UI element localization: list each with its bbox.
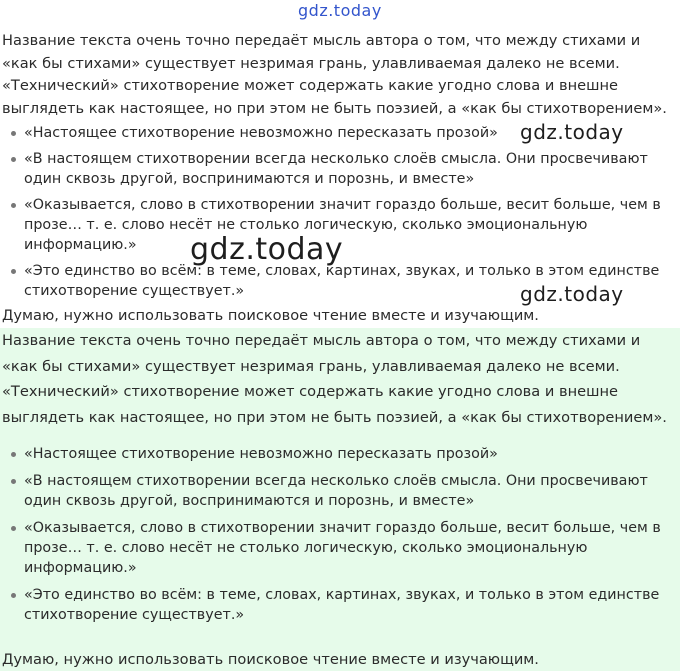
paragraph-line: выглядеть как настоящее, но при этом не быть поэзией, а «как бы стихотворением». [2,99,667,117]
bullet-icon [11,593,16,598]
intro-paragraph [2,328,678,430]
bullet-icon [11,452,16,457]
paragraph-line: бы стихами» существует незримая грань, улавливаемая далеко не всеми. [42,54,620,72]
paragraph-line: «Технический» стихотворение может содержать какие угодно слова и внешне [2,77,618,94]
quotes-list [0,444,680,632]
closing-paragraph: Думаю, нужно использовать поисковое чтение вместе и изучающим. [2,651,539,668]
paragraph-line: выглядеть как настоящее, но при этом не быть поэзией, а «как бы стихотворением». [2,408,667,426]
intro-paragraph [2,30,678,118]
bullet-icon [11,131,16,136]
answer-block-plain [0,30,680,328]
paragraph-line: Название текста очень точно передаёт мысль автора о том, что между стихами и «как [2,32,641,72]
paragraph-line: бы стихами» существует незримая грань, улавливаемая далеко не всеми. [42,357,620,375]
list-item: «Настоящее стихотворение невозможно пересказать прозой» [0,444,664,464]
quotes-list [0,123,680,307]
list-item: «В настоящем стихотворении всегда несколько слоёв смысла. Они просвечивают один сквозь другой, воспринимаются и порознь, и вместе» [0,149,664,189]
list-item: «Оказывается, слово в стихотворении значит гораздо больше, весит больше, чем в прозе… т. е. слово несёт не столько логическую, сколько эмоциональную информацию.» [0,518,664,578]
list-item: «Оказывается, слово в стихотворении значит гораздо больше, весит больше, чем в прозе… т. е. слово несёт не столько логическую, сколько эмоциональную информацию.» [0,195,664,255]
bullet-icon [11,479,16,484]
bullet-icon [11,157,16,162]
watermark: gdz.today [520,120,624,144]
list-item: «Настоящее стихотворение невозможно пересказать прозой» [0,123,664,143]
closing-paragraph: Думаю, нужно использовать поисковое чтение вместе и изучающим. [2,307,539,324]
list-item: «В настоящем стихотворении всегда несколько слоёв смысла. Они просвечивают один сквозь другой, воспринимаются и порознь, и вместе» [0,471,664,511]
list-item: «Это единство во всём: в теме, словах, картинах, звуках, и только в этом единстве стихотворение существует.» [0,585,664,625]
bullet-icon [11,203,16,208]
list-item: «Это единство во всём: в теме, словах, картинах, звуках, и только в этом единстве стихотворение существует.» [0,261,664,301]
watermark: gdz.today [298,1,382,20]
bullet-icon [11,269,16,274]
watermark: gdz.today [520,282,624,306]
answer-block-highlighted [0,328,680,671]
paragraph-line: Название текста очень точно передаёт мысль автора о том, что между стихами и «как [2,332,641,375]
bullet-icon [11,526,16,531]
paragraph-line: «Технический» стихотворение может содержать какие угодно слова и внешне [2,383,618,400]
watermark: gdz.today [190,232,344,267]
